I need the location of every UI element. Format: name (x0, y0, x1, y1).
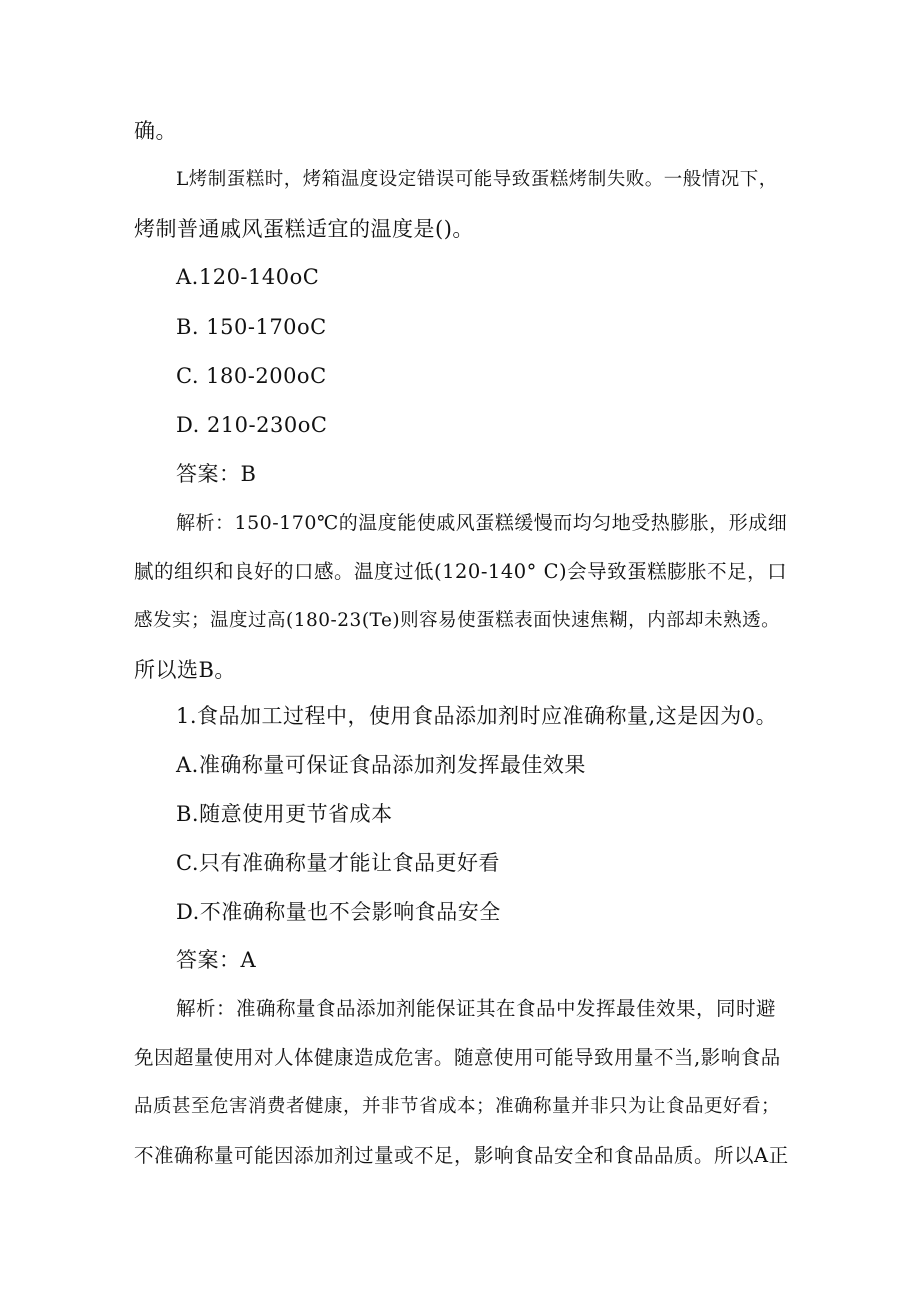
question-1-analysis-line-2: 免因超量使用对人体健康造成危害。随意使用可能导致用量不当,影响食品 (134, 1046, 781, 1069)
question-1-analysis-line-1: 解析：准确称量食品添加剂能保证其在食品中发挥最佳效果，同时避 (176, 997, 777, 1020)
question-1-option-b: B.随意使用更节省成本 (176, 802, 393, 826)
question-l-analysis-line-3: 感发实；温度过高(180-23(Te)则容易使蛋糕表面快速焦糊，内部却未熟透。 (134, 610, 781, 631)
question-l-analysis-line-4: 所以选B。 (134, 658, 236, 682)
question-l-option-d: D. 210-230oC (176, 413, 328, 437)
question-1-analysis-line-3: 品质甚至危害消费者健康，并非节省成本；准确称量并非只为让食品更好看； (134, 1096, 781, 1117)
question-1-option-c: C.只有准确称量才能让食品更好看 (176, 851, 500, 875)
question-1-answer: 答案：A (176, 948, 257, 972)
question-1-option-d: D.不准确称量也不会影响食品安全 (176, 900, 501, 924)
question-1-analysis-line-4: 不准确称量可能因添加剂过量或不足，影响食品安全和食品品质。所以A正 (134, 1144, 789, 1167)
question-l-stem-line-1: L烤制蛋糕时，烤箱温度设定错误可能导致蛋糕烤制失败。一般情况下， (176, 169, 778, 190)
question-l-option-a: A.120-140oC (176, 265, 320, 289)
question-l-option-c: C. 180-200oC (176, 364, 327, 388)
question-l-analysis-line-2: 腻的组织和良好的口感。温度过低(120-140° C)会导致蛋糕膨胀不足，口 (134, 560, 788, 583)
question-l-option-b: B. 150-170oC (176, 315, 327, 339)
question-l-stem-line-2: 烤制普通戚风蛋糕适宜的温度是()。 (134, 217, 474, 241)
question-l-answer: 答案：B (176, 462, 257, 486)
question-1-option-a: A.准确称量可保证食品添加剂发挥最佳效果 (176, 753, 586, 777)
previous-answer-tail: 确。 (134, 119, 177, 143)
question-1-stem: 1.食品加工过程中，使用食品添加剂时应准确称量,这是因为0。 (176, 704, 778, 728)
question-l-analysis-line-1: 解析：150-170℃的温度能使戚风蛋糕缓慢而均匀地受热膨胀，形成细 (176, 512, 788, 534)
